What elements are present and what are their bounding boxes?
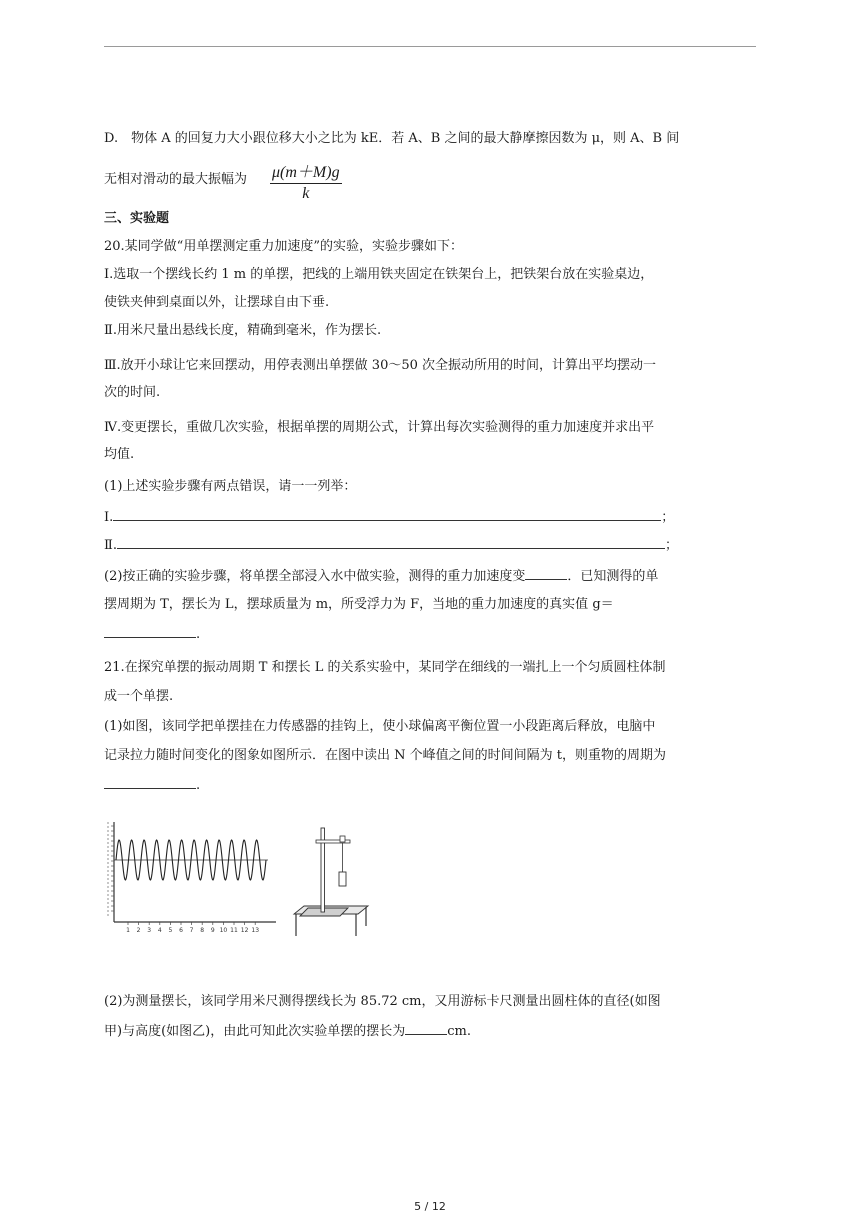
q21-part1-line1: (1)如图，该同学把单摆挂在力传感器的挂钩上，使小球偏离平衡位置一小段距离后释放，电脑中 <box>104 719 656 734</box>
q20-step1-line1: Ⅰ.选取一个摆线长约 1 m 的单摆，把线的上端用铁夹固定在铁架台上，把铁架台放在实验桌边， <box>104 267 654 282</box>
q20-step4-line2: 均值. <box>104 447 135 462</box>
x-tick-label: 13 <box>251 927 260 934</box>
x-tick-label: 12 <box>240 927 249 934</box>
q21-stem-line2: 成一个单摆. <box>104 689 174 704</box>
x-tick-label: 9 <box>210 927 215 934</box>
x-tick-label: 11 <box>230 927 238 934</box>
x-tick-labels <box>126 922 259 934</box>
header-rule <box>104 46 756 47</box>
q21-period: . <box>196 778 201 793</box>
q20-part2-line1 <box>104 567 764 586</box>
q21-part1-line2: 记录拉力随时间变化的图象如图所示．在图中读出 N 个峰值之间的时间间隔为 t，则重物的周期为 <box>104 748 666 763</box>
x-tick-label: 1 <box>126 927 130 934</box>
q20-error2-row <box>104 536 764 555</box>
q21-part1-line3 <box>104 776 764 795</box>
option-d-line2 <box>104 171 764 189</box>
x-tick-label: 10 <box>219 927 228 934</box>
max-amplitude-fraction <box>270 159 342 203</box>
q20-step3-line2: 次的时间. <box>104 385 161 400</box>
option-d-line1: D. 物体 A 的回复力大小跟位移大小之比为 kE．若 A、B 之间的最大静摩擦因数为 μ，则 A、B 间 <box>104 131 680 146</box>
x-tick-label: 2 <box>136 927 141 934</box>
part2-text: 甲)与高度(如图乙)，由此可知此次实验单摆的摆长为 <box>104 1024 406 1039</box>
page-number: 5 / 12 <box>414 1200 446 1213</box>
pendulum-length-blank[interactable] <box>405 1022 447 1035</box>
error2-label: Ⅱ. <box>104 538 117 553</box>
part2-text-a: (2)按正确的实验步骤，将单摆全部浸入水中做实验，测得的重力加速度变 <box>104 569 526 584</box>
q21-stem-line1: 21.在探究单摆的振动周期 T 和摆长 L 的关系实验中，某同学在细线的一端扎上一个匀质圆柱体制 <box>104 660 666 675</box>
cylinder-bob <box>339 872 346 886</box>
fraction-numerator: μ(m＋M)g <box>270 159 342 184</box>
error1-semicolon: ； <box>661 510 675 525</box>
true-g-blank[interactable] <box>104 625 196 638</box>
x-tick-label: 4 <box>157 927 162 934</box>
period-answer-blank[interactable] <box>104 776 196 789</box>
q20-step4-line1: Ⅳ.变更摆长，重做几次实验，根据单摆的周期公式，计算出每次实验测得的重力加速度并求出平 <box>104 420 655 435</box>
q20-part2-line3 <box>104 625 764 644</box>
q20-error1-row <box>104 508 764 527</box>
option-d-text: 无相对滑动的最大振幅为 <box>104 172 248 187</box>
x-tick-label: 6 <box>179 927 183 934</box>
q21-part2-line2 <box>104 1022 764 1041</box>
x-tick-label: 8 <box>200 927 205 934</box>
g-change-blank[interactable] <box>525 567 567 580</box>
section-title: 三、实验题 <box>104 211 170 226</box>
q20-step1-line2: 使铁夹伸到桌面以外，让摆球自由下垂. <box>104 295 330 310</box>
x-tick-label: 5 <box>168 927 173 934</box>
pendulum-stand-figure <box>286 826 378 938</box>
q20-part1: (1)上述实验步骤有两点错误，请一一列举： <box>104 479 357 494</box>
error2-answer-blank[interactable] <box>117 536 665 549</box>
fraction-denominator: k <box>302 185 310 202</box>
force-time-graph <box>104 818 280 936</box>
x-tick-label: 7 <box>189 927 194 934</box>
q20-period: . <box>196 627 201 642</box>
unit-cm: cm. <box>447 1024 471 1039</box>
force-sensor <box>340 836 345 842</box>
q20-step2: Ⅱ.用米尺量出悬线长度，精确到毫米，作为摆长. <box>104 323 382 338</box>
q20-stem: 20.某同学做“用单摆测定重力加速度”的实验，实验步骤如下： <box>104 239 463 254</box>
error1-label: Ⅰ. <box>104 510 114 525</box>
x-tick-label: 3 <box>147 927 152 934</box>
error2-semicolon: ； <box>664 538 678 553</box>
q20-step3-line1: Ⅲ.放开小球让它来回摆动，用停表测出单摆做 30～50 次全振动所用的时间，计算出平均摆动一 <box>104 358 657 373</box>
q20-part2-line2: 摆周期为 T，摆长为 L，摆球质量为 m，所受浮力为 F，当地的重力加速度的真实值 g＝ <box>104 597 614 612</box>
q21-part2-line1: (2)为测量摆长，该同学用米尺测得摆线长为 85.72 cm，又用游标卡尺测量出圆柱体的直径(如图 <box>104 994 661 1009</box>
part2-text-b: ．已知测得的单 <box>567 569 659 584</box>
error1-answer-blank[interactable] <box>113 508 661 521</box>
